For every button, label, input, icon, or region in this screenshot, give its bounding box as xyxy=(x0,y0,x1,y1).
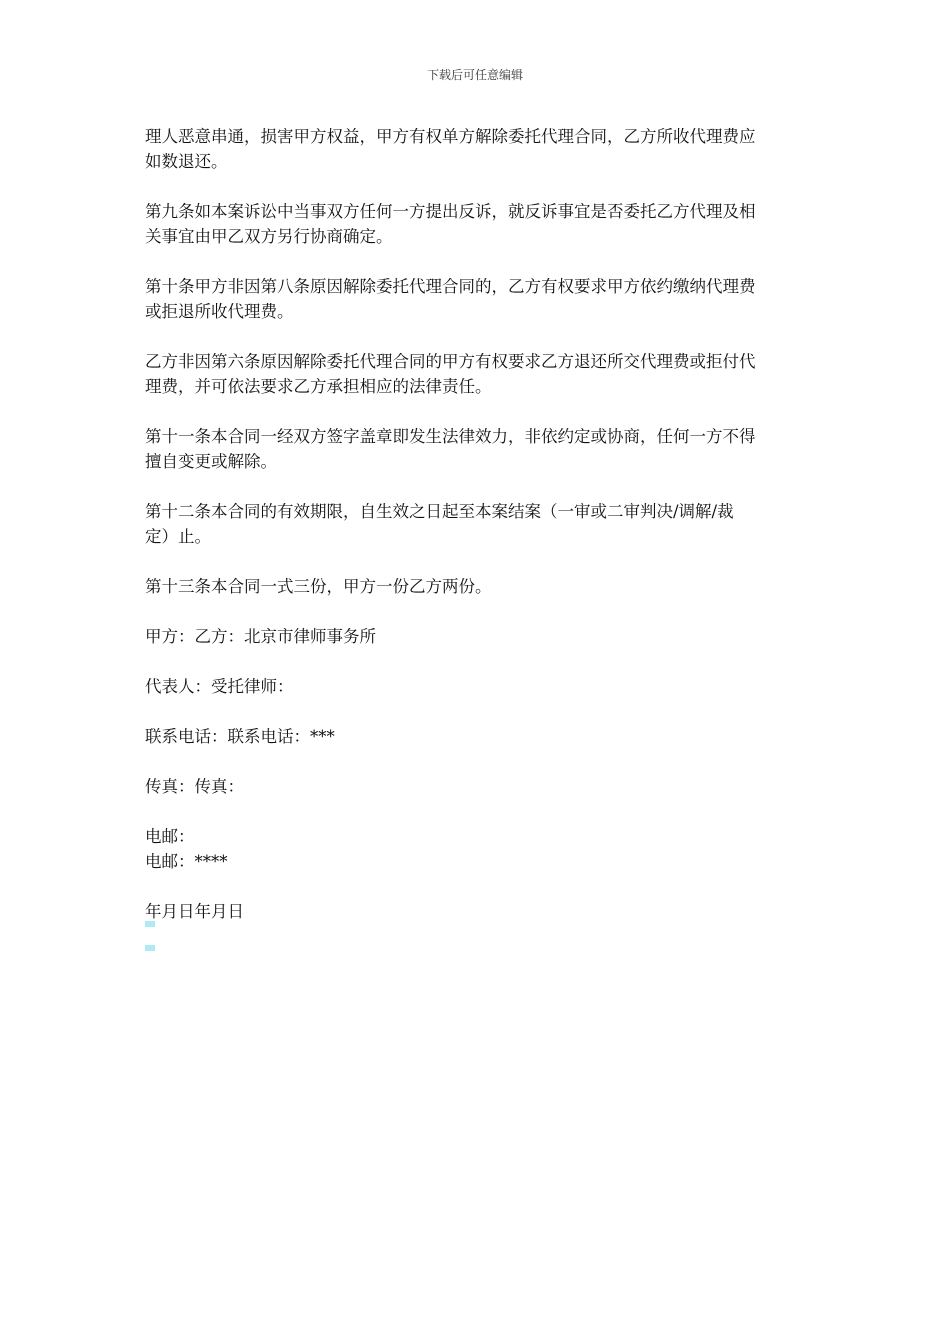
email-line: 电邮：**** xyxy=(145,852,228,871)
text-line: 第九条如本案诉讼中当事双方任何一方提出反诉，就反诉事宜是否委托乙方代理及相 xyxy=(145,202,756,221)
highlight-marker xyxy=(145,945,155,951)
document-body xyxy=(145,124,805,924)
text-line: 第十条甲方非因第八条原因解除委托代理合同的，乙方有权要求甲方依约缴纳代理费 xyxy=(145,277,756,296)
signature-representatives: 代表人：受托律师： xyxy=(145,677,294,696)
clause-paragraph xyxy=(145,349,805,399)
clause-paragraph xyxy=(145,199,805,249)
text-line: 关事宜由甲乙双方另行协商确定。 xyxy=(145,227,393,246)
clause-paragraph xyxy=(145,574,805,599)
text-line: 或拒退所收代理费。 xyxy=(145,302,294,321)
signature-email xyxy=(145,824,805,874)
highlight-marker xyxy=(145,921,155,927)
text-line: 第十一条本合同一经双方签字盖章即发生法律效力，非依约定或协商，任何一方不得 xyxy=(145,427,756,446)
text-line: 第十二条本合同的有效期限，自生效之日起至本案结案（一审或二审判决/调解/裁 xyxy=(145,502,734,521)
clause-paragraph xyxy=(145,124,805,174)
signature-phones: 联系电话：联系电话：*** xyxy=(145,727,335,746)
page-header: 下载后可任意编辑 xyxy=(426,68,523,82)
text-line: 定）止。 xyxy=(145,527,211,546)
signature-dates: 年月日年月日 xyxy=(145,902,244,921)
text-line: 擅自变更或解除。 xyxy=(145,452,277,471)
signature-parties: 甲方：乙方：北京市律师事务所 xyxy=(145,627,376,646)
text-line: 理费，并可依法要求乙方承担相应的法律责任。 xyxy=(145,377,492,396)
text-line: 第十三条本合同一式三份，甲方一份乙方两份。 xyxy=(145,577,492,596)
email-line: 电邮： xyxy=(145,827,195,846)
text-line: 乙方非因第六条原因解除委托代理合同的甲方有权要求乙方退还所交代理费或拒付代 xyxy=(145,352,756,371)
clause-paragraph xyxy=(145,424,805,474)
signature-fax: 传真：传真： xyxy=(145,777,244,796)
clause-paragraph xyxy=(145,499,805,549)
text-line: 如数退还。 xyxy=(145,152,228,171)
clause-paragraph xyxy=(145,274,805,324)
text-line: 理人恶意串通，损害甲方权益，甲方有权单方解除委托代理合同，乙方所收代理费应 xyxy=(145,127,756,146)
